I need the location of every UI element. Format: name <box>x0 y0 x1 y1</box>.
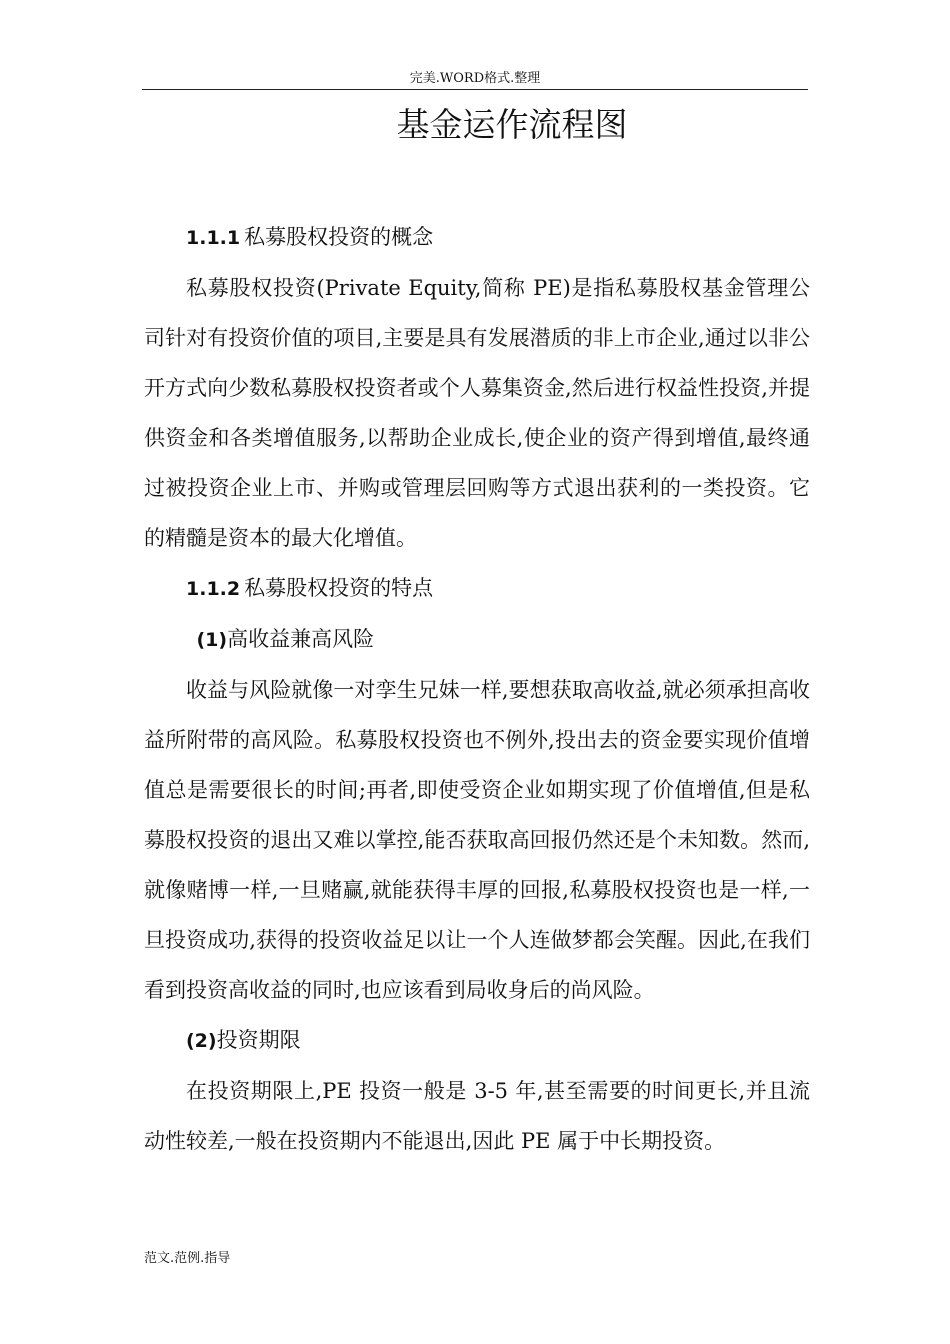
page-footer: 范文.范例.指导 <box>144 1251 231 1266</box>
subsection-heading-1 <box>144 614 810 665</box>
header-divider <box>142 89 808 90</box>
paragraph-high-return-risk: 收益与风险就像一对孪生兄妹一样,要想获取高收益,就必须承担高收益所附带的高风险。私募股权投资也不例外,投出去的资金要实现价值增值总是需要很长的时间;再者,即使受资企业如期实现了价值增值,但是私募股权投资的退出又难以掌控,能否获取高回报仍然还是个未知数。然而,就像赌博一样,一旦赌赢,就能获得丰厚的回报,私募股权投资也是一样,一旦投资成功,获得的投资收益足以让一个人连做梦都会笑醒。因此,在我们看到投资高收益的同时,也应该看到局收身后的尚风险。 <box>144 678 810 1002</box>
paragraph-pe-concept: 私募股权投资(Private Equity,简称 PE)是指私募股权基金管理公司针对有投资价值的项目,主要是具有发展潜质的非上市企业,通过以非公开方式向少数私募股权投资者或个人募集资金,然后进行权益性投资,并提供资金和各类增值服务,以帮助企业成长,使企业的资产得到增值,最终通过被投资企业上市、并购或管理层回购等方式退出获利的一类投资。它的精髓是资本的最大化增值。 <box>144 276 810 550</box>
section-heading-text: 私募股权投资的概念 <box>244 225 434 249</box>
subsection-number: (2) <box>186 1030 217 1052</box>
section-heading-1-1-2 <box>144 563 810 614</box>
section-heading-1-1-1 <box>144 212 810 263</box>
page-header: 完美.WORD格式.整理 <box>409 71 541 86</box>
document-title: 基金运作流程图 <box>396 105 628 144</box>
subsection-heading-text: 投资期限 <box>216 1028 301 1052</box>
section-heading-text: 私募股权投资的特点 <box>244 576 434 600</box>
subsection-heading-text: 高收益兼高风险 <box>227 627 375 651</box>
paragraph-investment-term: 在投资期限上,PE 投资一般是 3-5 年,甚至需要的时间更长,并且流动性较差,一般在投资期内不能退出,因此 PE 属于中长期投资。 <box>144 1079 810 1153</box>
document-body <box>144 212 810 1166</box>
section-number: 1.1.2 <box>186 578 241 600</box>
section-number: 1.1.1 <box>186 227 241 249</box>
subsection-heading-2 <box>144 1015 810 1066</box>
subsection-number: (1) <box>196 629 228 651</box>
